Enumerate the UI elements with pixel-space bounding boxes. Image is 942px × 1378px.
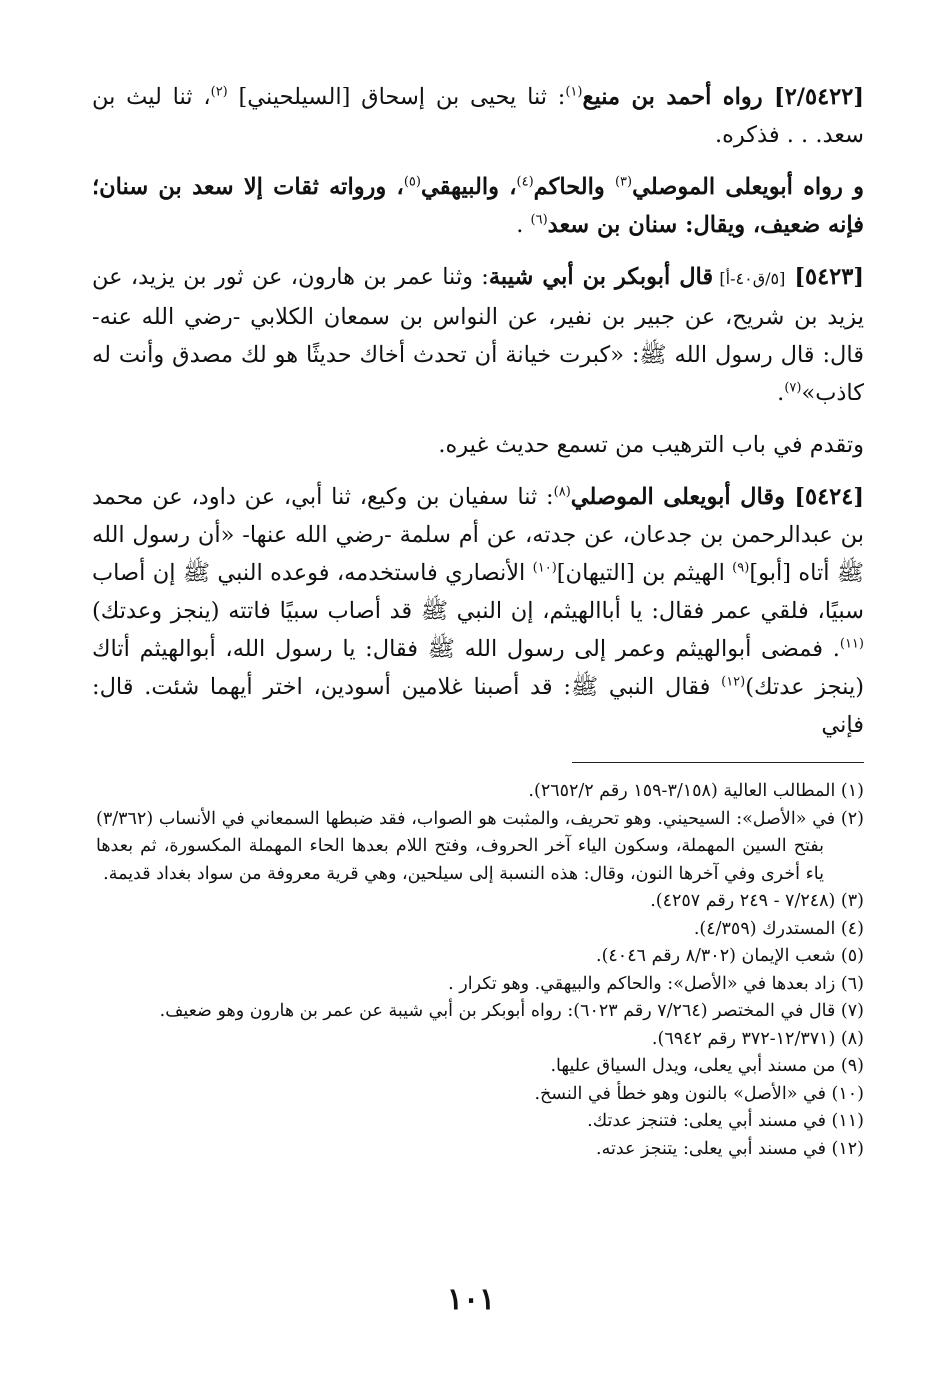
bold-text-run: والحاكم bbox=[533, 174, 615, 200]
text-run: . bbox=[516, 212, 531, 238]
footnote-divider bbox=[572, 762, 864, 763]
bold-text-run: [٥٤٢٤] وقال أبويعلى الموصلي bbox=[570, 484, 864, 510]
footnote-marker: (٥) bbox=[403, 174, 421, 190]
footnote-marker: (١٢) bbox=[721, 674, 746, 690]
text-run: : ثنا سفيان بن وكيع، ثنا أبي، عن داود، عن محمد بن عبدالرحمن بن جدعان، عن جدته، عن أم سلمة -رضي الله عنها- «أن رسول الله ﷺ أتاه [أبو] bbox=[92, 484, 864, 586]
footnote-marker: (٦) bbox=[530, 212, 548, 228]
footnote-marker: (٨) bbox=[553, 484, 571, 500]
footnote-11: (١١) في مسند أبي يعلى: فتنجز عدتك. bbox=[587, 1111, 864, 1131]
bold-text-run: [٥٤٢٣] bbox=[785, 264, 864, 290]
text-run: . فمضى أبوالهيثم وعمر إلى رسول الله ﷺ فقال: يا رسول الله، أبوالهيثم أتاك (ينجز عدتك) bbox=[92, 636, 864, 700]
paragraph-5423 bbox=[92, 258, 864, 412]
footnote-1: (١) المطالب العالية (٣/١٥٨-١٥٩ رقم ٢٦٥٢/٢). bbox=[528, 781, 864, 801]
text-run: الهيثم بن [التيهان] bbox=[556, 560, 733, 586]
footnote-9: (٩) من مسند أبي يعلى، ويدل السياق عليها. bbox=[550, 1056, 864, 1076]
paragraph-5424 bbox=[92, 478, 864, 744]
footnote-marker: (١) bbox=[565, 84, 583, 100]
text-run: ، ثنا ليث بن سعد. . . فذكره. bbox=[92, 84, 864, 148]
footnote-8: (٨) (١٢/٣٧١-٣٧٢ رقم ٦٩٤٢). bbox=[651, 1028, 864, 1049]
footnote-10: (١٠) في «الأصل» بالنون وهو خطأ في النسخ. bbox=[534, 1083, 864, 1104]
footnote-marker: (٩) bbox=[732, 560, 750, 576]
bold-text-run: ، والبيهقي bbox=[420, 174, 517, 200]
text-run: وتقدم في باب الترهيب من تسمع حديث غيره. bbox=[438, 432, 864, 458]
bold-text-run: ، ورواته ثقات إلا سعد بن سنان؛ فإنه ضعيف، ويقال: سنان بن سعد bbox=[92, 174, 864, 238]
footnote-marker: (١٠) bbox=[532, 560, 557, 576]
footnote-2: (٢) في «الأصل»: السيحيني. وهو تحريف، والمثبت هو الصواب، فقد ضبطها السمعاني في الأنساب (٣/٣٦٢) بفتح السين المهملة، وسكون الياء آخر الحروف، وفتح اللام بعدها الحاء المهملة المكسورة، ثم بعدها ياء أخرى وفي آخرها النون، وقال: هذه النسبة إلى سيلحين، وهي قرية معروفة من سواد بغداد قديمة. bbox=[96, 808, 864, 884]
footnote-marker: (٣) bbox=[614, 174, 633, 190]
text-run: : وثنا عمر بن هارون، عن ثور بن يزيد، عن يزيد بن شريح، عن جبير بن نفير، عن النواس بن سمعان الكلابي -رضي الله عنه- قال: قال رسول الله ﷺ: «كبرت خيانة أن تحدث أخاك حديثًا هو لك مصدق وأنت له كاذب» bbox=[92, 264, 864, 406]
folio-reference: [٥/ق٤٠-أ] bbox=[713, 269, 786, 288]
footnote-12: (١٢) في مسند أبي يعلى: يتنجز عدته. bbox=[596, 1138, 864, 1159]
footnote-marker: (٤) bbox=[516, 174, 534, 190]
footnote-5: (٥) شعب الإيمان (٨/٣٠٢ رقم ٤٠٤٦). bbox=[596, 946, 864, 966]
bold-text-run: [٢/٥٤٢٢] رواه أحمد بن منيع bbox=[582, 84, 864, 110]
bold-text-run: قال أبوبكر بن أبي شيبة bbox=[488, 264, 714, 290]
footnote-marker: (١١) bbox=[839, 636, 864, 652]
text-run: الأنصاري فاستخدمه، فوعده النبي ﷺ إن أصاب سبيًا، فلقي عمر فقال: يا أباالهيثم، إن النبي ﷺ قد أصاب سبيًا فاتته (ينجز وعدتك) bbox=[92, 560, 864, 624]
paragraph-5422 bbox=[92, 78, 864, 154]
footnote-3: (٣) (٧/٢٤٨ - ٢٤٩ رقم ٤٢٥٧). bbox=[650, 891, 864, 911]
footnote-marker: (٢) bbox=[210, 84, 228, 100]
footnote-4: (٤) المستدرك (٤/٣٥٩). bbox=[693, 918, 864, 939]
paragraph-5422-continued bbox=[92, 168, 864, 244]
text-run: . bbox=[777, 380, 785, 406]
footnotes bbox=[96, 778, 864, 1163]
text-run: : ثنا يحيى بن إسحاق [السيلحيني] bbox=[227, 84, 566, 110]
paragraph-cross-reference bbox=[92, 426, 864, 464]
text-run: فقال النبي ﷺ: قد أصبنا غلامين أسودين، اختر أيهما شئت. قال: فإني bbox=[92, 674, 864, 738]
main-text bbox=[92, 78, 864, 744]
footnote-6: (٦) زاد بعدها في «الأصل»: والحاكم والبيهقي. وهو تكرار . bbox=[448, 973, 864, 994]
footnote-7: (٧) قال في المختصر (٧/٢٦٤ رقم ٦٠٢٣): رواه أبوبكر بن أبي شيبة عن عمر بن هارون وهو ضعيف. bbox=[159, 1001, 864, 1021]
page-number: ١٠١ bbox=[446, 1282, 496, 1317]
bold-text-run: و رواه أبويعلى الموصلي bbox=[632, 174, 865, 200]
footnote-marker: (٧) bbox=[784, 380, 802, 396]
